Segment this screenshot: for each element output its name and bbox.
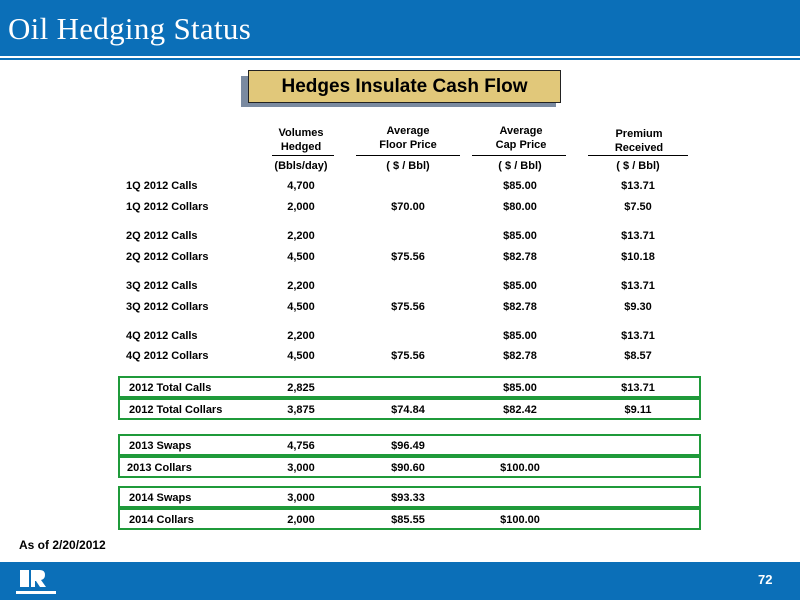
unit-volumes: (Bbls/day): [274, 160, 328, 172]
row-label: 4Q 2012 Collars: [126, 350, 209, 362]
summary-cap: $100.00: [500, 514, 540, 526]
row-floor: $75.56: [391, 251, 425, 263]
row-cap: $85.00: [503, 330, 537, 342]
summary-floor: $90.60: [391, 462, 425, 474]
row-cap: $82.78: [503, 251, 537, 263]
col-head-floor-line1: Average: [386, 125, 430, 137]
unit-cap: ( $ / Bbl): [498, 160, 542, 172]
row-label: 1Q 2012 Collars: [126, 201, 209, 213]
summary-cap: $100.00: [500, 462, 540, 474]
row-floor: $70.00: [391, 201, 425, 213]
unit-floor: ( $ / Bbl): [386, 160, 430, 172]
row-label: 2Q 2012 Calls: [126, 230, 198, 242]
row-premium: $13.71: [621, 230, 655, 242]
summary-volumes: 4,756: [287, 440, 315, 452]
row-premium: $13.71: [621, 180, 655, 192]
title-rule: [0, 56, 800, 58]
row-floor: $75.56: [391, 301, 425, 313]
row-label: 4Q 2012 Calls: [126, 330, 198, 342]
row-cap: $85.00: [503, 180, 537, 192]
summary-label: 2013 Collars: [127, 462, 192, 474]
summary-label: 2012 Total Calls: [129, 382, 212, 394]
summary-label: 2014 Swaps: [129, 492, 192, 504]
summary-label: 2013 Swaps: [129, 440, 192, 452]
summary-cap: $85.00: [503, 382, 537, 394]
row-label: 3Q 2012 Calls: [126, 280, 198, 292]
range-resources-logo-icon: [16, 570, 56, 598]
row-label: 1Q 2012 Calls: [126, 180, 198, 192]
row-volumes: 2,200: [287, 280, 315, 292]
summary-volumes: 3,875: [287, 404, 315, 416]
col-head-cap: [485, 124, 557, 152]
row-volumes: 4,500: [287, 251, 315, 263]
col-rule-cap: [472, 155, 566, 156]
unit-premium: ( $ / Bbl): [616, 160, 660, 172]
row-label: 2Q 2012 Collars: [126, 251, 209, 263]
summary-volumes: 2,825: [287, 382, 315, 394]
col-rule-volumes: [272, 155, 334, 156]
col-head-premium: [603, 127, 675, 155]
banner: Hedges Insulate Cash Flow: [248, 70, 561, 103]
col-head-floor: [372, 124, 444, 152]
as-of-date: As of 2/20/2012: [19, 538, 106, 552]
col-head-volumes: [272, 126, 330, 154]
footer-bar: [0, 562, 800, 600]
summary-floor: $74.84: [391, 404, 425, 416]
row-cap: $82.78: [503, 350, 537, 362]
col-rule-floor: [356, 155, 460, 156]
row-premium: $9.30: [624, 301, 652, 313]
summary-floor: $96.49: [391, 440, 425, 452]
summary-volumes: 3,000: [287, 492, 315, 504]
summary-premium: $9.11: [624, 404, 652, 416]
row-premium: $13.71: [621, 280, 655, 292]
col-head-cap-line2: Cap Price: [495, 139, 547, 151]
summary-cap: $82.42: [503, 404, 537, 416]
row-volumes: 4,500: [287, 350, 315, 362]
row-floor: $75.56: [391, 350, 425, 362]
row-cap: $85.00: [503, 230, 537, 242]
col-head-volumes-line1: Volumes: [278, 127, 324, 139]
col-head-cap-line1: Average: [499, 125, 543, 137]
summary-premium: $13.71: [621, 382, 655, 394]
summary-volumes: 3,000: [287, 462, 315, 474]
row-cap: $80.00: [503, 201, 537, 213]
summary-floor: $85.55: [391, 514, 425, 526]
row-premium: $13.71: [621, 330, 655, 342]
summary-floor: $93.33: [391, 492, 425, 504]
col-head-premium-line1: Premium: [615, 128, 663, 140]
row-label: 3Q 2012 Collars: [126, 301, 209, 313]
col-head-volumes-line2: Hedged: [280, 141, 322, 153]
col-head-premium-line2: Received: [614, 142, 664, 154]
row-premium: $8.57: [624, 350, 652, 362]
summary-label: 2012 Total Collars: [129, 404, 223, 416]
row-volumes: 2,000: [287, 201, 315, 213]
row-volumes: 2,200: [287, 330, 315, 342]
row-cap: $85.00: [503, 280, 537, 292]
summary-volumes: 2,000: [287, 514, 315, 526]
summary-label: 2014 Collars: [129, 514, 194, 526]
row-premium: $10.18: [621, 251, 655, 263]
row-premium: $7.50: [624, 201, 652, 213]
row-volumes: 4,700: [287, 180, 315, 192]
col-head-floor-line2: Floor Price: [379, 139, 437, 151]
col-rule-premium: [588, 155, 688, 156]
row-volumes: 4,500: [287, 301, 315, 313]
page-title: Oil Hedging Status: [8, 11, 252, 46]
row-volumes: 2,200: [287, 230, 315, 242]
row-cap: $82.78: [503, 301, 537, 313]
page-number: 72: [758, 572, 773, 587]
title-bar: [0, 0, 800, 60]
